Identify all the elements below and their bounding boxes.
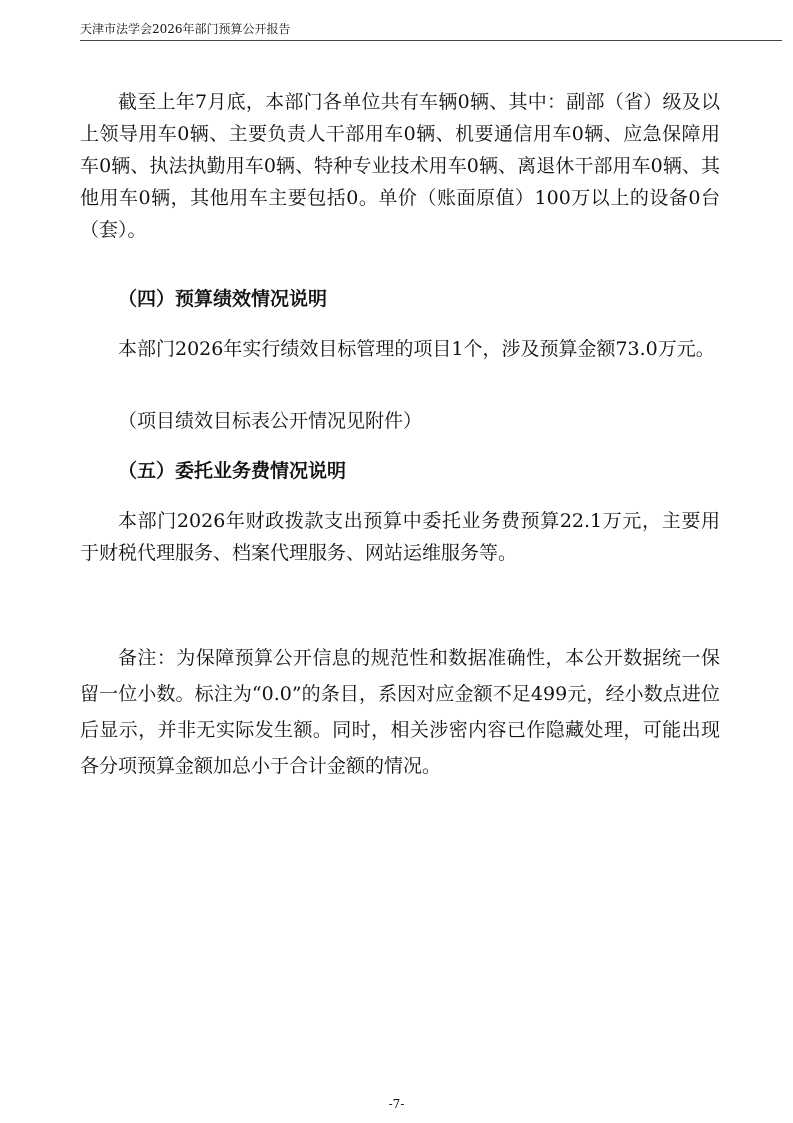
performance-heading: （四）预算绩效情况说明 (118, 288, 328, 310)
page-number: -7- (388, 1097, 405, 1111)
header-title: 天津市法学会2026年部门预算公开报告 (80, 22, 291, 36)
entrusted-paragraph: 本部门2026年财政拨款支出预算中委托业务费预算22.1万元，主要用于财税代理服务、档案代理服务、网站运维服务等。 (80, 510, 720, 564)
entrusted-heading: （五）委托业务费情况说明 (118, 460, 347, 482)
remark-paragraph: 备注：为保障预算公开信息的规范性和数据准确性，本公开数据统一保留一位小数。标注为“0.0”的条目，系因对应金额不足499元，经小数点进位后显示，并非无实际发生额。同时，相关涉密内容已作隐藏处理，可能出现各分项预算金额加总小于合计金额的情况。 (80, 647, 720, 777)
page-header (80, 20, 782, 41)
performance-paragraph: 本部门2026年实行绩效目标管理的项目1个，涉及预算金额73.0万元。 (118, 338, 715, 360)
performance-attachment-note: （项目绩效目标表公开情况见附件） (118, 410, 423, 432)
vehicles-paragraph: 截至上年7月底，本部门各单位共有车辆0辆、其中：副部（省）级及以上领导用车0辆、主要负责人干部用车0辆、机要通信用车0辆、应急保障用车0辆、执法执勤用车0辆、特种专业技术用车0辆、离退休干部用车0辆、其他用车0辆，其他用车主要包括0。单价（账面原值）100万以上的设备0台（套）。 (80, 91, 720, 241)
